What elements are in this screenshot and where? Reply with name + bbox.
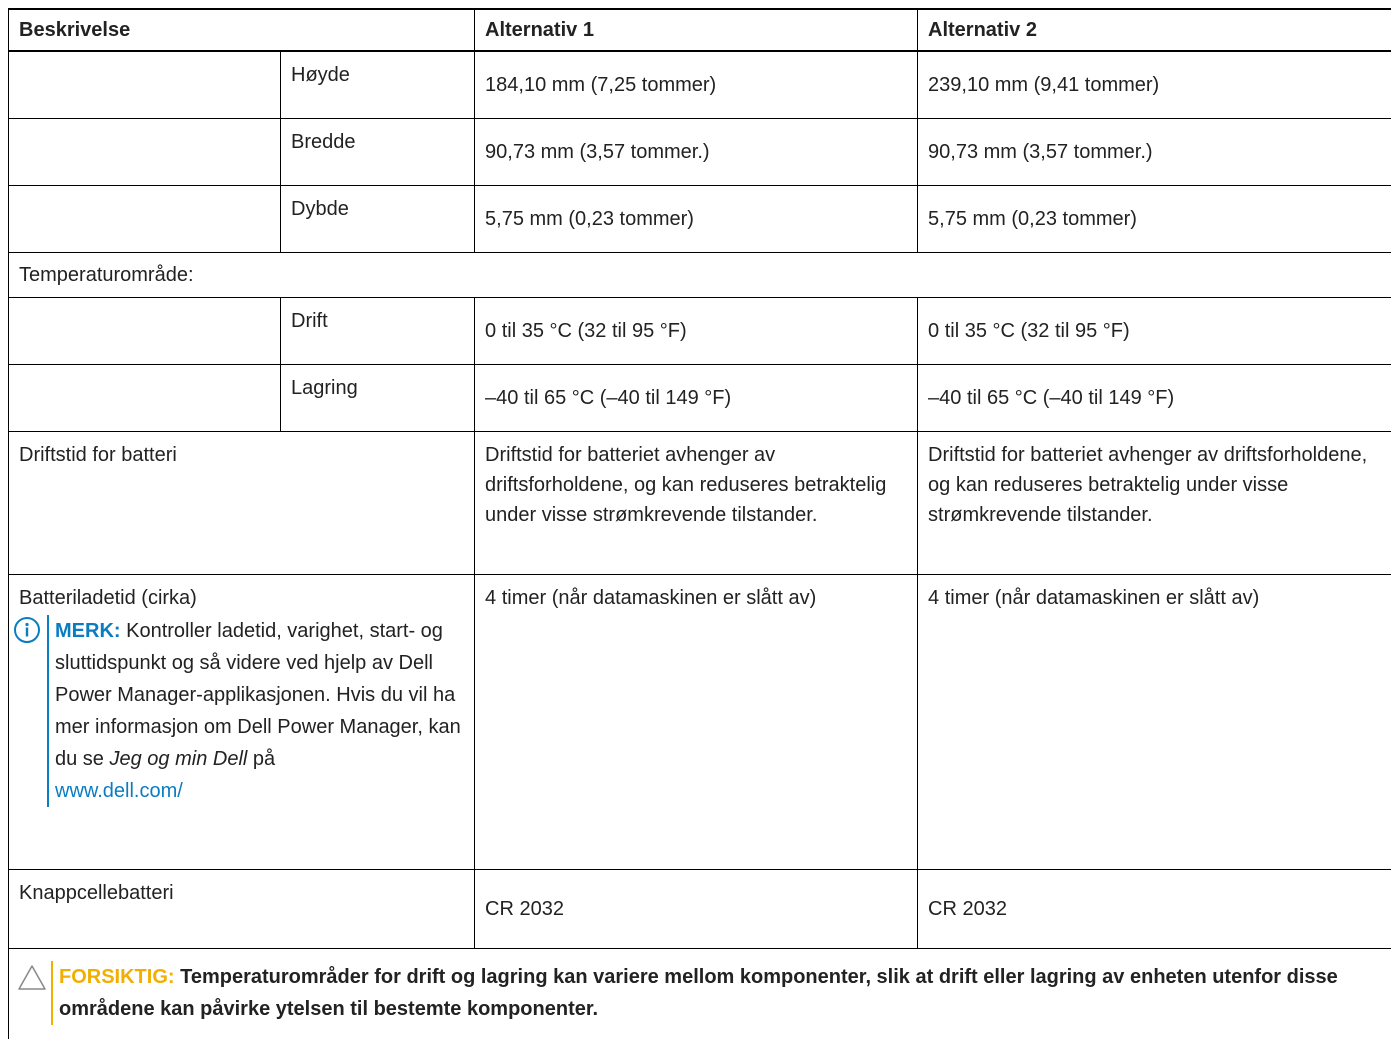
empty-cell [9, 298, 281, 365]
caution-title: FORSIKTIG: [59, 966, 175, 988]
note-text-2: på [247, 748, 275, 770]
depth-alt2: 5,75 mm (0,23 tommer) [918, 186, 1391, 253]
storage-alt2: –40 til 65 °C (–40 til 149 °F) [918, 365, 1391, 432]
table-row-operating [9, 298, 1391, 365]
empty-cell [9, 186, 281, 253]
height-alt1: 184,10 mm (7,25 tommer) [475, 51, 918, 119]
operating-alt2: 0 til 35 °C (32 til 95 °F) [918, 298, 1391, 365]
table-row-width [9, 119, 1391, 186]
info-icon [13, 616, 41, 644]
warning-triangle-icon [17, 963, 47, 991]
note-body [47, 615, 464, 807]
row-label-runtime: Driftstid for batteri [9, 432, 475, 575]
dell-support-link[interactable]: www.dell.com/ [55, 780, 183, 802]
row-label-width: Bredde [281, 119, 475, 186]
row-label-height: Høyde [281, 51, 475, 119]
note-box [13, 615, 464, 807]
note-italic-ref: Jeg og min Dell [109, 748, 247, 770]
width-alt1: 90,73 mm (3,57 tommer.) [475, 119, 918, 186]
charge-time-cell [9, 575, 475, 870]
row-label-storage: Lagring [281, 365, 475, 432]
table-row-temperature-heading [9, 253, 1391, 298]
coin-cell-alt1: CR 2032 [475, 870, 918, 949]
table-row-height [9, 51, 1391, 119]
storage-alt1: –40 til 65 °C (–40 til 149 °F) [475, 365, 918, 432]
coin-cell-alt2: CR 2032 [918, 870, 1391, 949]
row-label-coin-cell: Knappcellebatteri [9, 870, 475, 949]
header-description: Beskrivelse [9, 9, 475, 51]
empty-cell [9, 365, 281, 432]
temperature-heading: Temperaturområde: [9, 253, 1391, 298]
note-text: Kontroller ladetid, varighet, start- og sluttidspunkt og så videre ved hjelp av Dell Power Manager-applikasjonen. Hvis du vil ha mer informasjon om Dell Power Manager, kan du se [55, 620, 461, 770]
width-alt2: 90,73 mm (3,57 tommer.) [918, 119, 1391, 186]
header-alternative-2: Alternativ 2 [918, 9, 1391, 51]
table-header-row [9, 9, 1391, 51]
note-title: MERK: [55, 620, 121, 642]
header-alternative-1: Alternativ 1 [475, 9, 918, 51]
table-row-runtime [9, 432, 1391, 575]
row-label-charge-time: Batteriladetid (cirka) [19, 583, 464, 613]
empty-cell [9, 119, 281, 186]
table-row-storage [9, 365, 1391, 432]
empty-cell [9, 51, 281, 119]
caution-cell [9, 949, 1391, 1039]
row-label-depth: Dybde [281, 186, 475, 253]
table-row-depth [9, 186, 1391, 253]
caution-box [17, 961, 1383, 1025]
table-row-charge-time [9, 575, 1391, 870]
height-alt2: 239,10 mm (9,41 tommer) [918, 51, 1391, 119]
charge-time-alt1: 4 timer (når datamaskinen er slått av) [475, 575, 918, 870]
table-row-coin-cell [9, 870, 1391, 949]
table-row-caution [9, 949, 1391, 1039]
runtime-alt1: Driftstid for batteriet avhenger av driftsforholdene, og kan reduseres betraktelig under visse strømkrevende tilstander. [475, 432, 918, 575]
operating-alt1: 0 til 35 °C (32 til 95 °F) [475, 298, 918, 365]
battery-spec-table [8, 8, 1391, 1039]
depth-alt1: 5,75 mm (0,23 tommer) [475, 186, 918, 253]
row-label-operating: Drift [281, 298, 475, 365]
caution-text: Temperaturområder for drift og lagring kan variere mellom komponenter, slik at drift eller lagring av enheten utenfor disse områdene kan påvirke ytelsen til bestemte komponenter. [59, 966, 1338, 1020]
runtime-alt2: Driftstid for batteriet avhenger av driftsforholdene, og kan reduseres betraktelig under visse strømkrevende tilstander. [918, 432, 1391, 575]
charge-time-alt2: 4 timer (når datamaskinen er slått av) [918, 575, 1391, 870]
caution-body [51, 961, 1383, 1025]
